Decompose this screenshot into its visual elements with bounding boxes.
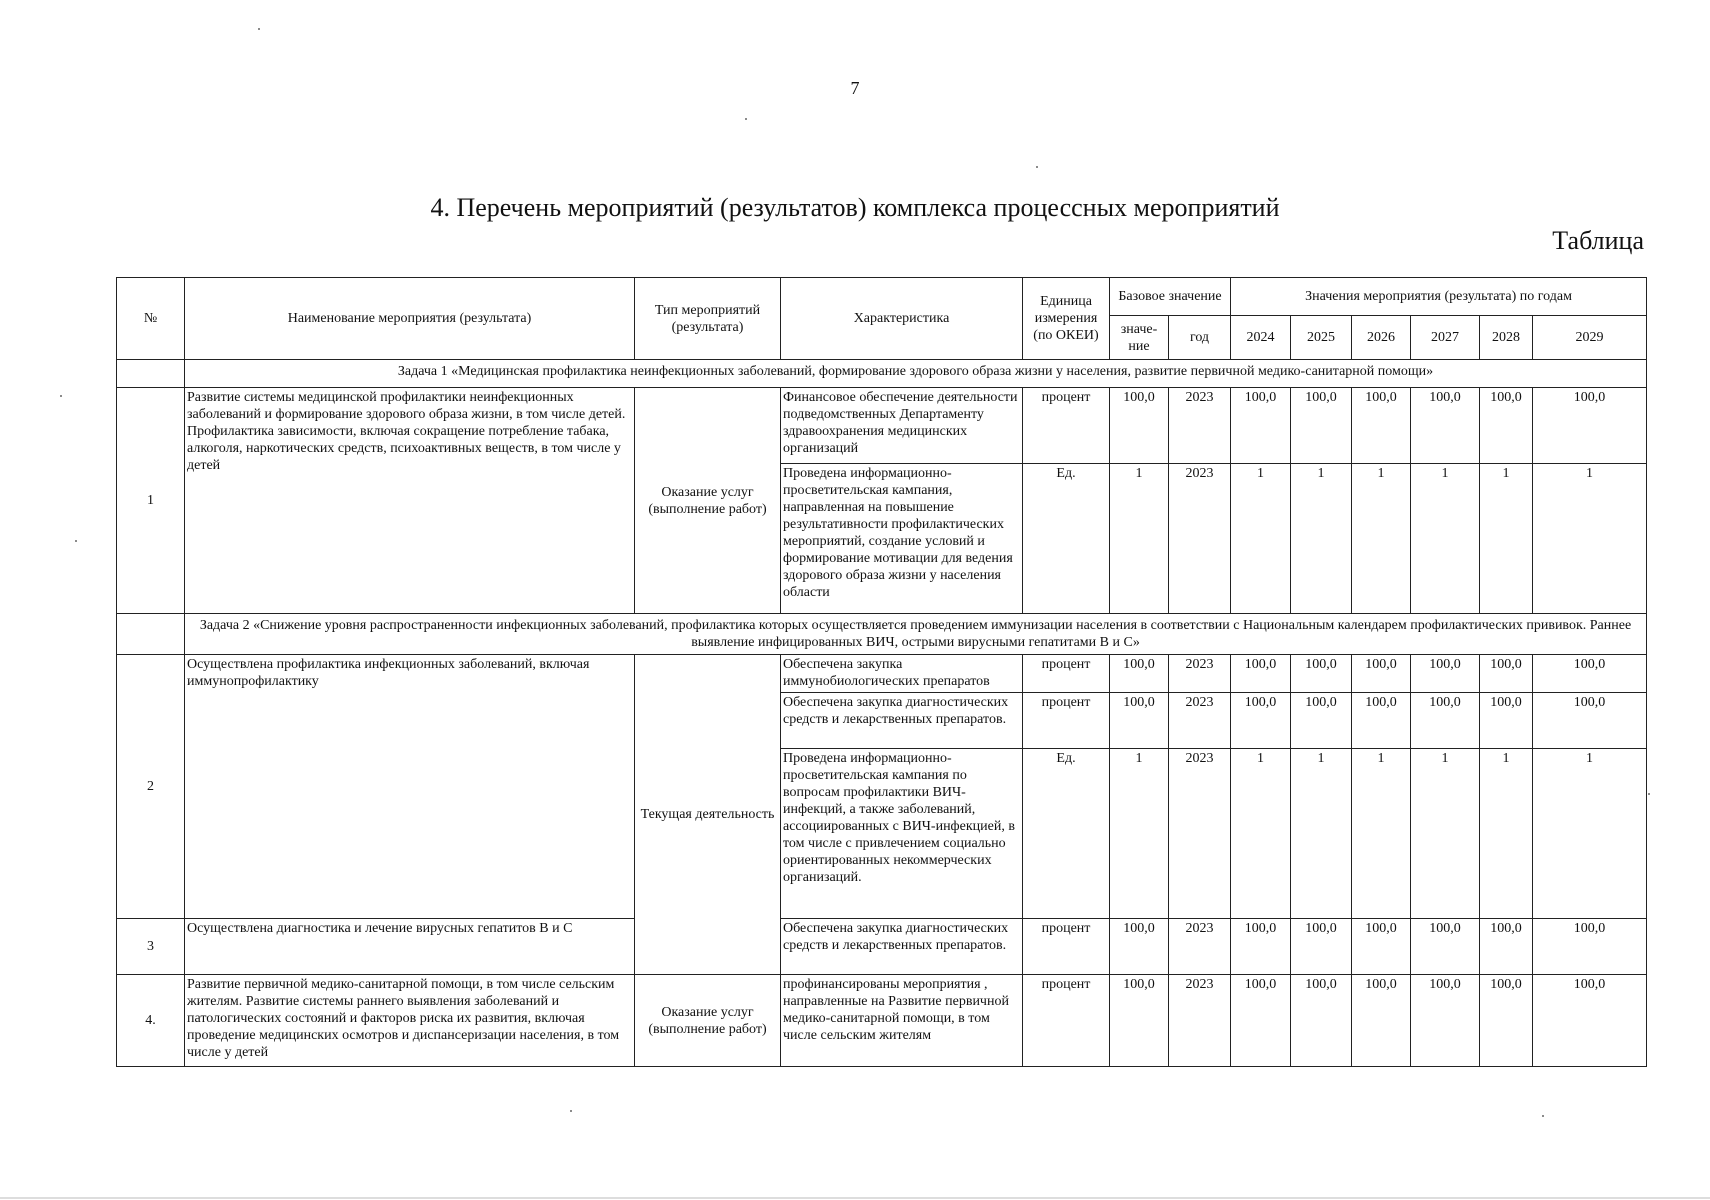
activity-name: Осуществлена профилактика инфекционных заболеваний, включая иммунопрофилактику	[185, 655, 635, 919]
value-2024: 100,0	[1231, 919, 1291, 975]
activity-name: Развитие первичной медико-санитарной помощи, в том числе сельским жителям. Развитие системы раннего выявления заболеваний и патологических состояний и факторов риска их развития, включая проведение медицинских осмотров и диспансеризации населения, в том числе у детей	[185, 975, 635, 1067]
value-2025: 1	[1291, 749, 1352, 919]
value-2025: 100,0	[1291, 975, 1352, 1067]
scan-speck	[745, 118, 747, 120]
base-year: 2023	[1169, 749, 1231, 919]
value-2029: 100,0	[1533, 388, 1647, 464]
unit: Ед.	[1023, 464, 1110, 614]
characteristic: Проведена информационно-просветительская кампания, направленная на повышение результативности профилактических мероприятий, создание условий и формирование мотивации для ведения здорового образа жизни у населения области	[781, 464, 1023, 614]
value-2025: 100,0	[1291, 919, 1352, 975]
value-2026: 100,0	[1352, 693, 1411, 749]
value-2029: 100,0	[1533, 975, 1647, 1067]
value-2029: 100,0	[1533, 693, 1647, 749]
value-2027: 1	[1411, 749, 1480, 919]
base-year: 2023	[1169, 388, 1231, 464]
characteristic: профинансированы мероприятия , направленные на Развитие первичной медико-санитарной помощи, в том числе сельским жителям	[781, 975, 1023, 1067]
task-spacer	[117, 360, 185, 388]
unit: процент	[1023, 919, 1110, 975]
unit: процент	[1023, 388, 1110, 464]
value-2029: 100,0	[1533, 919, 1647, 975]
base-value: 100,0	[1110, 388, 1169, 464]
value-2024: 100,0	[1231, 388, 1291, 464]
base-value: 100,0	[1110, 919, 1169, 975]
characteristic: Финансовое обеспечение деятельности подведомственных Департаменту здравоохранения медицинских организаций	[781, 388, 1023, 464]
header-unit: Единица измерения (по ОКЕИ)	[1023, 278, 1110, 360]
value-2029: 100,0	[1533, 655, 1647, 693]
header-by-years: Значения мероприятия (результата) по годам	[1231, 278, 1647, 316]
activity-name: Осуществлена диагностика и лечение вирусных гепатитов В и С	[185, 919, 635, 975]
value-2025: 100,0	[1291, 693, 1352, 749]
header-num: №	[117, 278, 185, 360]
value-2026: 100,0	[1352, 388, 1411, 464]
value-2027: 100,0	[1411, 975, 1480, 1067]
scan-speck	[1648, 793, 1650, 795]
value-2026: 100,0	[1352, 655, 1411, 693]
base-value: 100,0	[1110, 975, 1169, 1067]
scan-speck	[60, 395, 62, 397]
header-base: Базовое значение	[1110, 278, 1231, 316]
scan-speck	[258, 28, 260, 30]
value-2026: 100,0	[1352, 919, 1411, 975]
value-2029: 1	[1533, 464, 1647, 614]
header-name: Наименование мероприятия (результата)	[185, 278, 635, 360]
base-value: 100,0	[1110, 655, 1169, 693]
header-year: 2029	[1533, 316, 1647, 360]
base-value: 100,0	[1110, 693, 1169, 749]
value-2027: 100,0	[1411, 919, 1480, 975]
characteristic: Проведена информационно-просветительская кампания по вопросам профилактики ВИЧ-инфекций, а также заболеваний, ассоциированных с ВИЧ-инфекцией, в том числе с привлечением социально ориентированных некоммерческих организаций.	[781, 749, 1023, 919]
value-2029: 1	[1533, 749, 1647, 919]
characteristic: Обеспечена закупка диагностических средств и лекарственных препаратов.	[781, 919, 1023, 975]
row-number: 4.	[117, 975, 185, 1067]
value-2028: 100,0	[1480, 975, 1533, 1067]
value-2024: 1	[1231, 749, 1291, 919]
row-number: 1	[117, 388, 185, 614]
value-2028: 1	[1480, 464, 1533, 614]
value-2026: 100,0	[1352, 975, 1411, 1067]
base-value: 1	[1110, 464, 1169, 614]
value-2026: 1	[1352, 464, 1411, 614]
task-1-heading: Задача 1 «Медицинская профилактика неинфекционных заболеваний, формирование здорового образа жизни у населения, развитие первичной медико-санитарной помощи»	[185, 360, 1647, 388]
value-2024: 100,0	[1231, 693, 1291, 749]
value-2025: 100,0	[1291, 655, 1352, 693]
activity-type: Оказание услуг (выполнение работ)	[635, 388, 781, 614]
header-year: 2026	[1352, 316, 1411, 360]
base-value: 1	[1110, 749, 1169, 919]
value-2025: 1	[1291, 464, 1352, 614]
activities-table	[116, 277, 1647, 1067]
value-2028: 100,0	[1480, 693, 1533, 749]
value-2027: 100,0	[1411, 693, 1480, 749]
base-year: 2023	[1169, 919, 1231, 975]
row-number: 3	[117, 919, 185, 975]
header-characteristic: Характеристика	[781, 278, 1023, 360]
value-2026: 1	[1352, 749, 1411, 919]
task-2-heading: Задача 2 «Снижение уровня распространенности инфекционных заболеваний, профилактика которых осуществляется проведением иммунизации населения в соответствии с Национальным календарем профилактических прививок. Раннее выявление инфицированных ВИЧ, острыми вирусными гепатитами В и С»	[185, 614, 1647, 655]
value-2028: 100,0	[1480, 655, 1533, 693]
header-year: 2024	[1231, 316, 1291, 360]
scan-speck	[1036, 166, 1038, 168]
value-2024: 1	[1231, 464, 1291, 614]
scan-speck	[1542, 1115, 1544, 1117]
scan-speck	[570, 1110, 572, 1112]
characteristic: Обеспечена закупка диагностических средств и лекарственных препаратов.	[781, 693, 1023, 749]
value-2028: 1	[1480, 749, 1533, 919]
header-year: 2028	[1480, 316, 1533, 360]
value-2028: 100,0	[1480, 919, 1533, 975]
unit: процент	[1023, 655, 1110, 693]
page-number: 7	[850, 78, 860, 98]
characteristic: Обеспечена закупка иммунобиологических препаратов	[781, 655, 1023, 693]
base-year: 2023	[1169, 693, 1231, 749]
unit: процент	[1023, 975, 1110, 1067]
scan-edge	[0, 1197, 1710, 1199]
unit: Ед.	[1023, 749, 1110, 919]
header-base-year: год	[1169, 316, 1231, 360]
header-base-value: значе-ние	[1110, 316, 1169, 360]
base-year: 2023	[1169, 655, 1231, 693]
activity-type: Оказание услуг (выполнение работ)	[635, 975, 781, 1067]
document-title: 4. Перечень мероприятий (результатов) комплекса процессных мероприятий	[430, 193, 1280, 222]
header-type: Тип мероприятий (результата)	[635, 278, 781, 360]
header-year: 2025	[1291, 316, 1352, 360]
value-2027: 100,0	[1411, 655, 1480, 693]
scan-speck	[75, 540, 77, 542]
table-label: Таблица	[1552, 226, 1644, 255]
value-2025: 100,0	[1291, 388, 1352, 464]
row-number: 2	[117, 655, 185, 919]
header-year: 2027	[1411, 316, 1480, 360]
task-spacer	[117, 614, 185, 655]
value-2024: 100,0	[1231, 655, 1291, 693]
value-2027: 100,0	[1411, 388, 1480, 464]
activity-name: Развитие системы медицинской профилактики неинфекционных заболеваний и формирование здорового образа жизни, в том числе детей. Профилактика зависимости, включая сокращение потребление табака, алкоголя, наркотических средств, психоактивных веществ, в том числе у детей	[185, 388, 635, 614]
unit: процент	[1023, 693, 1110, 749]
value-2024: 100,0	[1231, 975, 1291, 1067]
activity-type: Текущая деятельность	[635, 655, 781, 975]
base-year: 2023	[1169, 975, 1231, 1067]
value-2027: 1	[1411, 464, 1480, 614]
base-year: 2023	[1169, 464, 1231, 614]
value-2028: 100,0	[1480, 388, 1533, 464]
